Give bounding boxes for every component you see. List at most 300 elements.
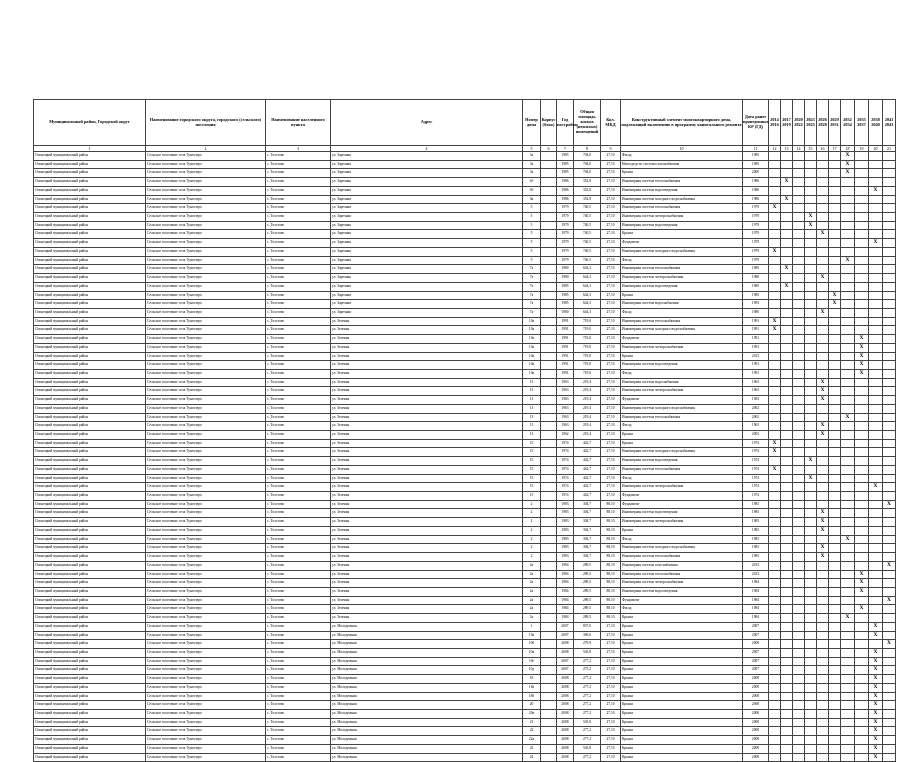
table-cell: 27,10 <box>601 317 621 326</box>
table-cell: 88,10 <box>601 579 621 588</box>
schedule-cell <box>769 596 781 605</box>
table-cell: ул. Зеленая <box>331 457 523 466</box>
schedule-cell <box>769 657 781 666</box>
schedule-cell <box>869 404 883 413</box>
table-cell: 289,5 <box>574 570 601 579</box>
table-cell: Фундамент <box>621 596 743 605</box>
table-cell: 27,10 <box>601 457 621 466</box>
schedule-cell <box>793 465 805 474</box>
table-cell: Крыша <box>621 622 743 631</box>
table-cell: Олонецкий муниципальный район <box>34 204 146 213</box>
table-cell: с. Толстово <box>266 204 331 213</box>
table-cell: Инженерная система водоотведения <box>621 509 743 518</box>
table-cell: Сельское поселение села Тунгозеро <box>146 500 266 509</box>
schedule-cell <box>817 587 829 596</box>
schedule-cell <box>805 413 817 422</box>
column-header: Муниципальный район, Городской округ <box>34 100 146 146</box>
table-cell: 1963 <box>743 378 769 387</box>
table-cell: 3а <box>523 160 541 169</box>
schedule-cell <box>869 526 883 535</box>
schedule-cell <box>817 736 829 745</box>
table-cell: 88,10 <box>601 526 621 535</box>
schedule-cell <box>805 483 817 492</box>
schedule-cell <box>805 727 817 736</box>
table-cell: 2000 <box>743 169 769 178</box>
table-cell: Олонецкий муниципальный район <box>34 291 146 300</box>
column-header: Год постройки <box>557 100 574 146</box>
schedule-cell <box>817 335 829 344</box>
schedule-cell <box>781 239 793 248</box>
table-cell: 704,0 <box>574 152 601 161</box>
schedule-cell <box>817 247 829 256</box>
table-cell: 1993 <box>743 300 769 309</box>
schedule-cell <box>817 457 829 466</box>
schedule-cell <box>855 648 869 657</box>
schedule-cell <box>869 579 883 588</box>
table-cell: ул. Заречная <box>331 186 523 195</box>
table-cell: 1963 <box>743 387 769 396</box>
table-cell: Олонецкий муниципальный район <box>34 614 146 623</box>
schedule-cell <box>793 500 805 509</box>
table-cell: с. Толстово <box>266 413 331 422</box>
schedule-cell <box>781 596 793 605</box>
schedule-cell <box>769 648 781 657</box>
schedule-cell <box>769 683 781 692</box>
schedule-cell: X <box>769 439 781 448</box>
schedule-cell <box>781 152 793 161</box>
column-number: 15 <box>805 146 817 152</box>
schedule-cell <box>793 509 805 518</box>
table-cell: 1985 <box>743 152 769 161</box>
schedule-cell <box>855 657 869 666</box>
table-cell: Инженерная система теплоснабжения <box>621 317 743 326</box>
table-cell: 13 <box>523 404 541 413</box>
schedule-cell <box>855 431 869 440</box>
table-row <box>34 369 896 378</box>
schedule-cell <box>805 431 817 440</box>
table-cell: Олонецкий муниципальный район <box>34 483 146 492</box>
table-cell: ул. Зеленая <box>331 587 523 596</box>
table-cell: 27,10 <box>601 648 621 657</box>
schedule-cell <box>883 736 896 745</box>
table-row <box>34 535 896 544</box>
table-cell: 837,0 <box>574 622 601 631</box>
table-cell: Олонецкий муниципальный район <box>34 387 146 396</box>
table-cell: 15 <box>523 448 541 457</box>
table-cell: 1986 <box>743 178 769 187</box>
table-cell: Сельское поселение села Тунгозеро <box>146 230 266 239</box>
schedule-cell <box>769 483 781 492</box>
schedule-cell <box>817 570 829 579</box>
table-cell: 27,10 <box>601 195 621 204</box>
table-cell: 1991 <box>743 361 769 370</box>
table-cell <box>541 335 557 344</box>
table-row <box>34 544 896 553</box>
schedule-cell <box>793 692 805 701</box>
schedule-cell <box>869 221 883 230</box>
schedule-cell <box>793 378 805 387</box>
table-cell: ул. Зеленая <box>331 369 523 378</box>
table-cell: 277,2 <box>574 753 601 762</box>
table-cell: с. Толстово <box>266 500 331 509</box>
schedule-cell <box>817 500 829 509</box>
table-cell: Сельское поселение села Тунгозеро <box>146 579 266 588</box>
table-cell: Инженерная система холодного водоснабжения <box>621 448 743 457</box>
schedule-cell <box>817 404 829 413</box>
schedule-cell <box>781 413 793 422</box>
table-row <box>34 404 896 413</box>
schedule-cell <box>829 361 841 370</box>
table-cell: Олонецкий муниципальный район <box>34 448 146 457</box>
schedule-cell <box>855 666 869 675</box>
schedule-cell <box>869 561 883 570</box>
table-cell <box>541 300 557 309</box>
schedule-cell <box>769 343 781 352</box>
schedule-cell <box>781 579 793 588</box>
schedule-cell <box>781 736 793 745</box>
schedule-cell <box>769 553 781 562</box>
table-row <box>34 308 896 317</box>
table-cell: 2 <box>523 500 541 509</box>
table-cell: 88,10 <box>601 518 621 527</box>
table-cell: 5 <box>523 247 541 256</box>
table-cell: Крыша <box>621 701 743 710</box>
schedule-cell <box>869 640 883 649</box>
schedule-cell <box>805 710 817 719</box>
table-cell: Сельское поселение села Тунгозеро <box>146 178 266 187</box>
column-number: 14 <box>793 146 805 152</box>
schedule-cell <box>793 587 805 596</box>
schedule-cell <box>793 701 805 710</box>
schedule-cell <box>869 204 883 213</box>
table-cell: 277,2 <box>574 657 601 666</box>
schedule-cell <box>841 701 855 710</box>
table-cell: 1974 <box>557 483 574 492</box>
table-cell: ул. Заречная <box>331 230 523 239</box>
table-row <box>34 247 896 256</box>
schedule-cell: X <box>769 204 781 213</box>
table-cell: 27,10 <box>601 736 621 745</box>
schedule-cell <box>829 657 841 666</box>
schedule-cell: X <box>781 265 793 274</box>
schedule-cell: X <box>869 753 883 762</box>
schedule-cell: X <box>883 561 896 570</box>
table-cell: 1974 <box>557 474 574 483</box>
schedule-cell <box>841 291 855 300</box>
schedule-cell <box>769 152 781 161</box>
schedule-cell <box>805 648 817 657</box>
table-cell <box>541 596 557 605</box>
table-cell <box>541 753 557 762</box>
schedule-cell <box>793 640 805 649</box>
schedule-cell <box>817 535 829 544</box>
schedule-cell <box>829 413 841 422</box>
schedule-cell: X <box>869 727 883 736</box>
schedule-cell: X <box>855 605 869 614</box>
table-cell: Олонецкий муниципальный район <box>34 465 146 474</box>
schedule-cell <box>793 483 805 492</box>
schedule-cell <box>793 744 805 753</box>
schedule-cell <box>855 239 869 248</box>
column-number: 19 <box>855 146 869 152</box>
table-body <box>34 152 896 762</box>
table-cell: 2008 <box>557 692 574 701</box>
schedule-cell <box>793 710 805 719</box>
schedule-cell <box>817 361 829 370</box>
schedule-cell <box>869 596 883 605</box>
table-row <box>34 553 896 562</box>
schedule-cell <box>883 282 896 291</box>
table-cell: 545,8 <box>574 648 601 657</box>
table-cell: Сельское поселение села Тунгозеро <box>146 570 266 579</box>
table-cell: Сельское поселение села Тунгозеро <box>146 683 266 692</box>
table-cell: 27,10 <box>601 282 621 291</box>
schedule-cell <box>769 622 781 631</box>
schedule-cell <box>805 666 817 675</box>
schedule-cell <box>769 186 781 195</box>
table-cell: Олонецкий муниципальный район <box>34 596 146 605</box>
schedule-cell <box>793 439 805 448</box>
schedule-cell <box>769 300 781 309</box>
table-cell: с. Толстово <box>266 701 331 710</box>
schedule-cell <box>793 657 805 666</box>
schedule-cell <box>829 614 841 623</box>
table-cell: с. Толстово <box>266 553 331 562</box>
table-cell: с. Толстово <box>266 152 331 161</box>
column-header: 2029 2031 <box>829 100 841 146</box>
table-cell: Сельское поселение села Тунгозеро <box>146 317 266 326</box>
table-cell: 2008 <box>743 710 769 719</box>
schedule-cell <box>781 492 793 501</box>
schedule-cell <box>855 413 869 422</box>
table-cell: 27,10 <box>601 369 621 378</box>
table-cell: Олонецкий муниципальный район <box>34 300 146 309</box>
table-cell: 289,5 <box>574 614 601 623</box>
table-cell <box>541 683 557 692</box>
table-cell: Инженерная система водоотведения <box>621 282 743 291</box>
schedule-cell <box>781 518 793 527</box>
schedule-cell <box>805 422 817 431</box>
column-number: 13 <box>781 146 793 152</box>
table-cell <box>541 736 557 745</box>
schedule-cell <box>817 727 829 736</box>
schedule-cell <box>817 369 829 378</box>
table-cell: 1986 <box>743 186 769 195</box>
schedule-cell <box>781 570 793 579</box>
schedule-cell <box>841 666 855 675</box>
table-cell: 3в <box>523 195 541 204</box>
table-cell: с. Толстово <box>266 396 331 405</box>
table-cell: Фундамент <box>621 335 743 344</box>
schedule-cell <box>793 195 805 204</box>
table-cell: 1984 <box>557 596 574 605</box>
schedule-cell <box>855 326 869 335</box>
table-cell: ул. Молодежная <box>331 675 523 684</box>
table-cell: с. Толстово <box>266 448 331 457</box>
table-cell: 1984 <box>557 605 574 614</box>
table-cell: Сельское поселение села Тунгозеро <box>146 753 266 762</box>
schedule-cell <box>805 291 817 300</box>
table-cell: Крыша <box>621 744 743 753</box>
schedule-cell <box>829 718 841 727</box>
table-cell: Сельское поселение села Тунгозеро <box>146 544 266 553</box>
table-cell <box>541 178 557 187</box>
table-cell: с. Толстово <box>266 640 331 649</box>
table-cell: Сельское поселение села Тунгозеро <box>146 274 266 283</box>
table-cell: Крыша <box>621 675 743 684</box>
table-cell: 2008 <box>743 736 769 745</box>
schedule-cell <box>841 500 855 509</box>
schedule-cell <box>829 431 841 440</box>
schedule-cell <box>855 178 869 187</box>
table-cell: 1974 <box>743 465 769 474</box>
schedule-cell <box>781 666 793 675</box>
table-cell: 2008 <box>557 675 574 684</box>
table-cell <box>541 587 557 596</box>
schedule-cell <box>805 692 817 701</box>
table-cell: Олонецкий муниципальный район <box>34 640 146 649</box>
table-cell: Сельское поселение села Тунгозеро <box>146 657 266 666</box>
schedule-cell <box>805 247 817 256</box>
schedule-cell <box>793 526 805 535</box>
schedule-cell <box>817 326 829 335</box>
table-cell: 10а <box>523 352 541 361</box>
table-cell: 27,10 <box>601 683 621 692</box>
table-cell: 88,10 <box>601 561 621 570</box>
column-number: 8 <box>574 146 601 152</box>
table-cell: Сельское поселение села Тунгозеро <box>146 239 266 248</box>
table-cell: 1979 <box>557 247 574 256</box>
schedule-cell <box>841 343 855 352</box>
schedule-cell <box>769 736 781 745</box>
table-cell: 275,2 <box>574 666 601 675</box>
table-cell: с. Толстово <box>266 570 331 579</box>
schedule-cell <box>781 221 793 230</box>
schedule-cell <box>769 178 781 187</box>
table-cell: 1985 <box>743 282 769 291</box>
schedule-cell <box>805 169 817 178</box>
table-cell: 740,5 <box>574 239 601 248</box>
table-cell <box>541 675 557 684</box>
schedule-cell <box>769 291 781 300</box>
schedule-cell <box>769 710 781 719</box>
schedule-cell <box>781 186 793 195</box>
table-cell: Инженерная система водоотведения <box>621 361 743 370</box>
schedule-cell <box>805 160 817 169</box>
column-header: Корпус (блок) <box>541 100 557 146</box>
schedule-cell <box>869 247 883 256</box>
schedule-cell <box>841 239 855 248</box>
schedule-cell <box>817 204 829 213</box>
table-cell: 88,10 <box>601 587 621 596</box>
table-row <box>34 256 896 265</box>
table-cell: с. Толстово <box>266 343 331 352</box>
schedule-cell <box>855 378 869 387</box>
table-cell: 1979 <box>743 256 769 265</box>
table-cell: 1963 <box>743 396 769 405</box>
table-cell: 27,10 <box>601 404 621 413</box>
table-cell: с. Толстово <box>266 614 331 623</box>
table-cell <box>541 710 557 719</box>
table-cell: Инженерная система водоснабжения <box>621 378 743 387</box>
schedule-cell <box>883 579 896 588</box>
table-cell: с. Толстово <box>266 369 331 378</box>
schedule-cell <box>841 361 855 370</box>
table-cell: 1991 <box>743 335 769 344</box>
table-cell: с. Толстово <box>266 274 331 283</box>
table-cell: с. Толстово <box>266 195 331 204</box>
table-cell: 644,3 <box>574 282 601 291</box>
table-cell: Олонецкий муниципальный район <box>34 160 146 169</box>
schedule-cell <box>793 274 805 283</box>
table-cell: 545,8 <box>574 744 601 753</box>
schedule-cell <box>769 544 781 553</box>
table-cell: Инженерная система водоотведения <box>621 457 743 466</box>
table-cell: ул. Молодежная <box>331 736 523 745</box>
schedule-cell <box>817 448 829 457</box>
table-cell: 27,10 <box>601 422 621 431</box>
table-row <box>34 326 896 335</box>
table-cell: 1991 <box>743 343 769 352</box>
schedule-cell <box>793 448 805 457</box>
schedule-cell: X <box>817 553 829 562</box>
schedule-cell: X <box>869 186 883 195</box>
schedule-cell <box>883 648 896 657</box>
table-cell: 5 <box>523 230 541 239</box>
table-cell <box>541 657 557 666</box>
table-cell: 27,10 <box>601 657 621 666</box>
table-cell: 27,10 <box>601 152 621 161</box>
table-cell: 369,6 <box>574 631 601 640</box>
schedule-cell <box>869 308 883 317</box>
schedule-cell: X <box>841 413 855 422</box>
schedule-cell <box>883 178 896 187</box>
table-cell: Инженерная система водоотведения <box>621 221 743 230</box>
table-cell: 740,5 <box>574 230 601 239</box>
schedule-cell: X <box>817 387 829 396</box>
table-cell: 27,10 <box>601 431 621 440</box>
schedule-cell <box>817 710 829 719</box>
schedule-cell <box>805 343 817 352</box>
column-number: 21 <box>883 146 896 152</box>
schedule-cell <box>829 736 841 745</box>
table-cell: 2008 <box>743 683 769 692</box>
table-cell: Сельское поселение села Тунгозеро <box>146 526 266 535</box>
table-cell: 2 <box>523 535 541 544</box>
table-cell: Инженерная система электроснабжения <box>621 213 743 222</box>
table-cell: Олонецкий муниципальный район <box>34 718 146 727</box>
table-cell: 719,0 <box>574 326 601 335</box>
schedule-cell <box>829 204 841 213</box>
table-cell: ул. Зеленая <box>331 570 523 579</box>
schedule-cell <box>829 683 841 692</box>
table-cell: Фасад <box>621 256 743 265</box>
table-cell: с. Толстово <box>266 169 331 178</box>
table-cell: Олонецкий муниципальный район <box>34 500 146 509</box>
schedule-cell <box>883 614 896 623</box>
schedule-cell <box>793 396 805 405</box>
schedule-cell <box>781 675 793 684</box>
table-cell: Олонецкий муниципальный район <box>34 692 146 701</box>
column-number: 1 <box>34 146 146 152</box>
schedule-cell <box>817 675 829 684</box>
table-cell: Олонецкий муниципальный район <box>34 282 146 291</box>
table-cell: 3б <box>523 178 541 187</box>
schedule-cell: X <box>841 256 855 265</box>
schedule-cell <box>883 701 896 710</box>
schedule-cell <box>855 152 869 161</box>
schedule-cell <box>841 387 855 396</box>
